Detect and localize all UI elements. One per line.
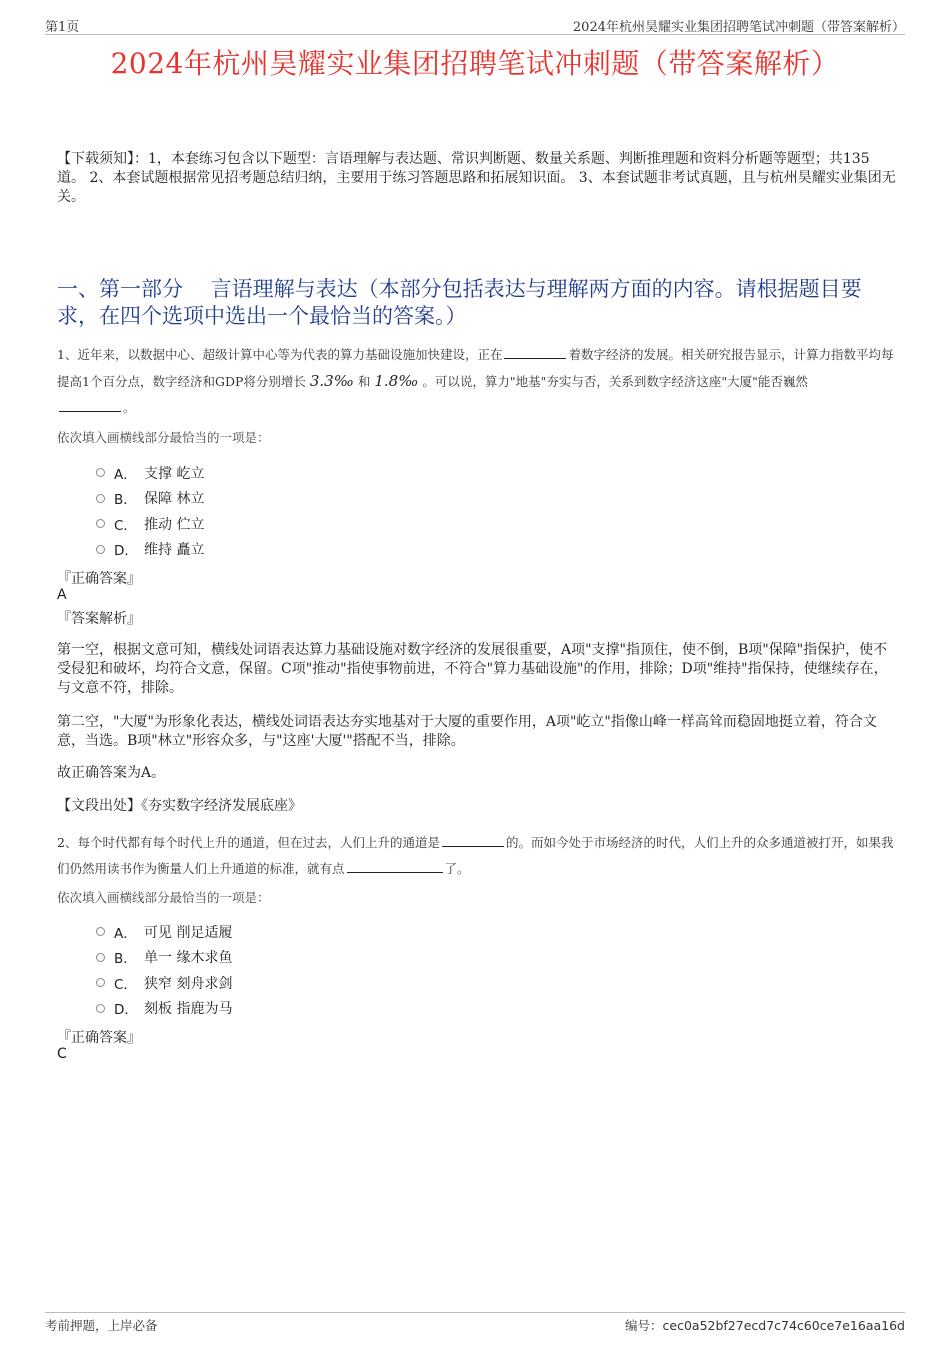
q1-prompt: 依次填入画横线部分最恰当的一项是： xyxy=(57,430,270,445)
header-doc-name: 2024年杭州昊耀实业集团招聘笔试冲刺题（带答案解析） xyxy=(572,20,905,35)
q1-part1: 1、近年来，以数据中心、超级计算中心等为代表的算力基础设施加快建设，正在 xyxy=(57,347,503,362)
q1-analysis-paragraph: 故正确答案为A。 xyxy=(57,765,166,781)
radio-icon[interactable] xyxy=(96,494,105,503)
q1-option-a[interactable]: A． 支撑 屹立 xyxy=(96,460,204,486)
q1-analysis-paragraph: 第二空，"大厦"为形象化表达，横线处词语表达夯实地基对于大厦的重要作用，A项"屹立"指像山峰一样高耸而稳固地挺立着，符合文意，当选。B项"林立"形容众多，与"这座'大厦'"搭配不当，排除。 xyxy=(57,714,877,749)
radio-icon[interactable] xyxy=(96,1004,105,1013)
q2-answer: C xyxy=(57,1046,67,1062)
q2-part2: 的。而如今处于市场经济的时代，人们上升的众多通道被打开，如果我们仍然用读书作为衡量人们上升通道的标准，就有点 xyxy=(57,835,894,876)
section-heading: 一、第一部分 言语理解与表达（本部分包括表达与理解两方面的内容。请根据题目要求，在四个选项中选出一个最恰当的答案。） xyxy=(57,277,862,328)
q1-analysis-label: 『答案解析』 xyxy=(57,611,141,627)
q1-option-b[interactable]: B． 保障 林立 xyxy=(96,486,204,512)
q1-answer-label: 『正确答案』 xyxy=(57,571,141,587)
radio-icon[interactable] xyxy=(96,468,105,477)
question-1-text xyxy=(57,342,897,421)
radio-icon[interactable] xyxy=(96,978,105,987)
q1-part4: 。可以说，算力"地基"夯实与否，关系到数字经济这座"大厦"能否巍然 xyxy=(422,374,808,389)
q2-blank-2 xyxy=(347,858,443,873)
q2-option-a[interactable]: A． 可见 削足适履 xyxy=(96,919,232,945)
download-notice: 【下载须知】：1，本套练习包含以下题型：言语理解与表达题、常识判断题、数量关系题、判断推理题和资料分析题等题型；共135道。 2、本套试题根据常见招考题总结归纳，主要用于练习答题思路和拓展知识面。 3、本套试题非考试真题，且与杭州昊耀实业集团无关。 xyxy=(57,151,896,205)
page-header xyxy=(45,14,905,35)
q1-option-c[interactable]: C． 推动 伫立 xyxy=(96,511,204,537)
q2-option-b[interactable]: B． 单一 缘木求鱼 xyxy=(96,945,232,971)
q1-source: 【文段出处】《夯实数字经济发展底座》 xyxy=(57,798,302,814)
radio-icon[interactable] xyxy=(96,519,105,528)
q2-option-d[interactable]: D． 刻板 指鹿为马 xyxy=(96,996,232,1022)
q2-part3: 了。 xyxy=(444,861,470,876)
q1-analysis-paragraph: 第一空，根据文意可知，横线处词语表达算力基础设施对数字经济的发展很重要，A项"支撑"指顶住，使不倒，B项"保障"指保护，使不受侵犯和破坏，均符合文意，保留。C项"推动"指使事物前进，不符合"算力基础设施"的作用，排除；D项"维持"指保持，使继续存在，与文意不符，排除。 xyxy=(57,642,888,696)
q2-part1: 2、每个时代都有每个时代上升的通道，但在过去，人们上升的通道是 xyxy=(57,835,440,850)
q2-options xyxy=(96,919,232,1021)
q1-math-2: 1.8‰ xyxy=(374,372,419,390)
q1-math-1: 3.3‰ xyxy=(309,372,354,390)
q1-blank-1 xyxy=(504,344,566,359)
q1-answer: A xyxy=(57,587,67,603)
document-title: 2024年杭州昊耀实业集团招聘笔试冲刺题（带答案解析） xyxy=(110,47,840,80)
page-number: 第1页 xyxy=(45,20,80,35)
question-2-text xyxy=(57,830,897,882)
q1-option-d[interactable]: D． 维持 矗立 xyxy=(96,537,204,563)
radio-icon[interactable] xyxy=(96,953,105,962)
footer-slogan: 考前押题，上岸必备 xyxy=(45,1318,158,1333)
footer-code: 编号：cec0a52bf27ecd7c74c60ce7e16aa16d xyxy=(625,1318,905,1333)
q1-part5: 。 xyxy=(123,400,136,415)
radio-icon[interactable] xyxy=(96,927,105,936)
q1-blank-2 xyxy=(59,397,121,412)
page-footer xyxy=(45,1312,905,1333)
q1-options xyxy=(96,460,204,562)
q2-answer-label: 『正确答案』 xyxy=(57,1030,141,1046)
q2-blank-1 xyxy=(442,832,504,847)
q2-option-c[interactable]: C． 狭窄 刻舟求剑 xyxy=(96,970,232,996)
q2-prompt: 依次填入画横线部分最恰当的一项是： xyxy=(57,890,270,905)
q1-part3: 和 xyxy=(357,374,371,389)
q1-part2: 着数字经济的发展。相关研究报告显示，计算力指数平均每提高1个百分点，数字经济和GDP将分别增长 xyxy=(57,347,894,389)
radio-icon[interactable] xyxy=(96,545,105,554)
